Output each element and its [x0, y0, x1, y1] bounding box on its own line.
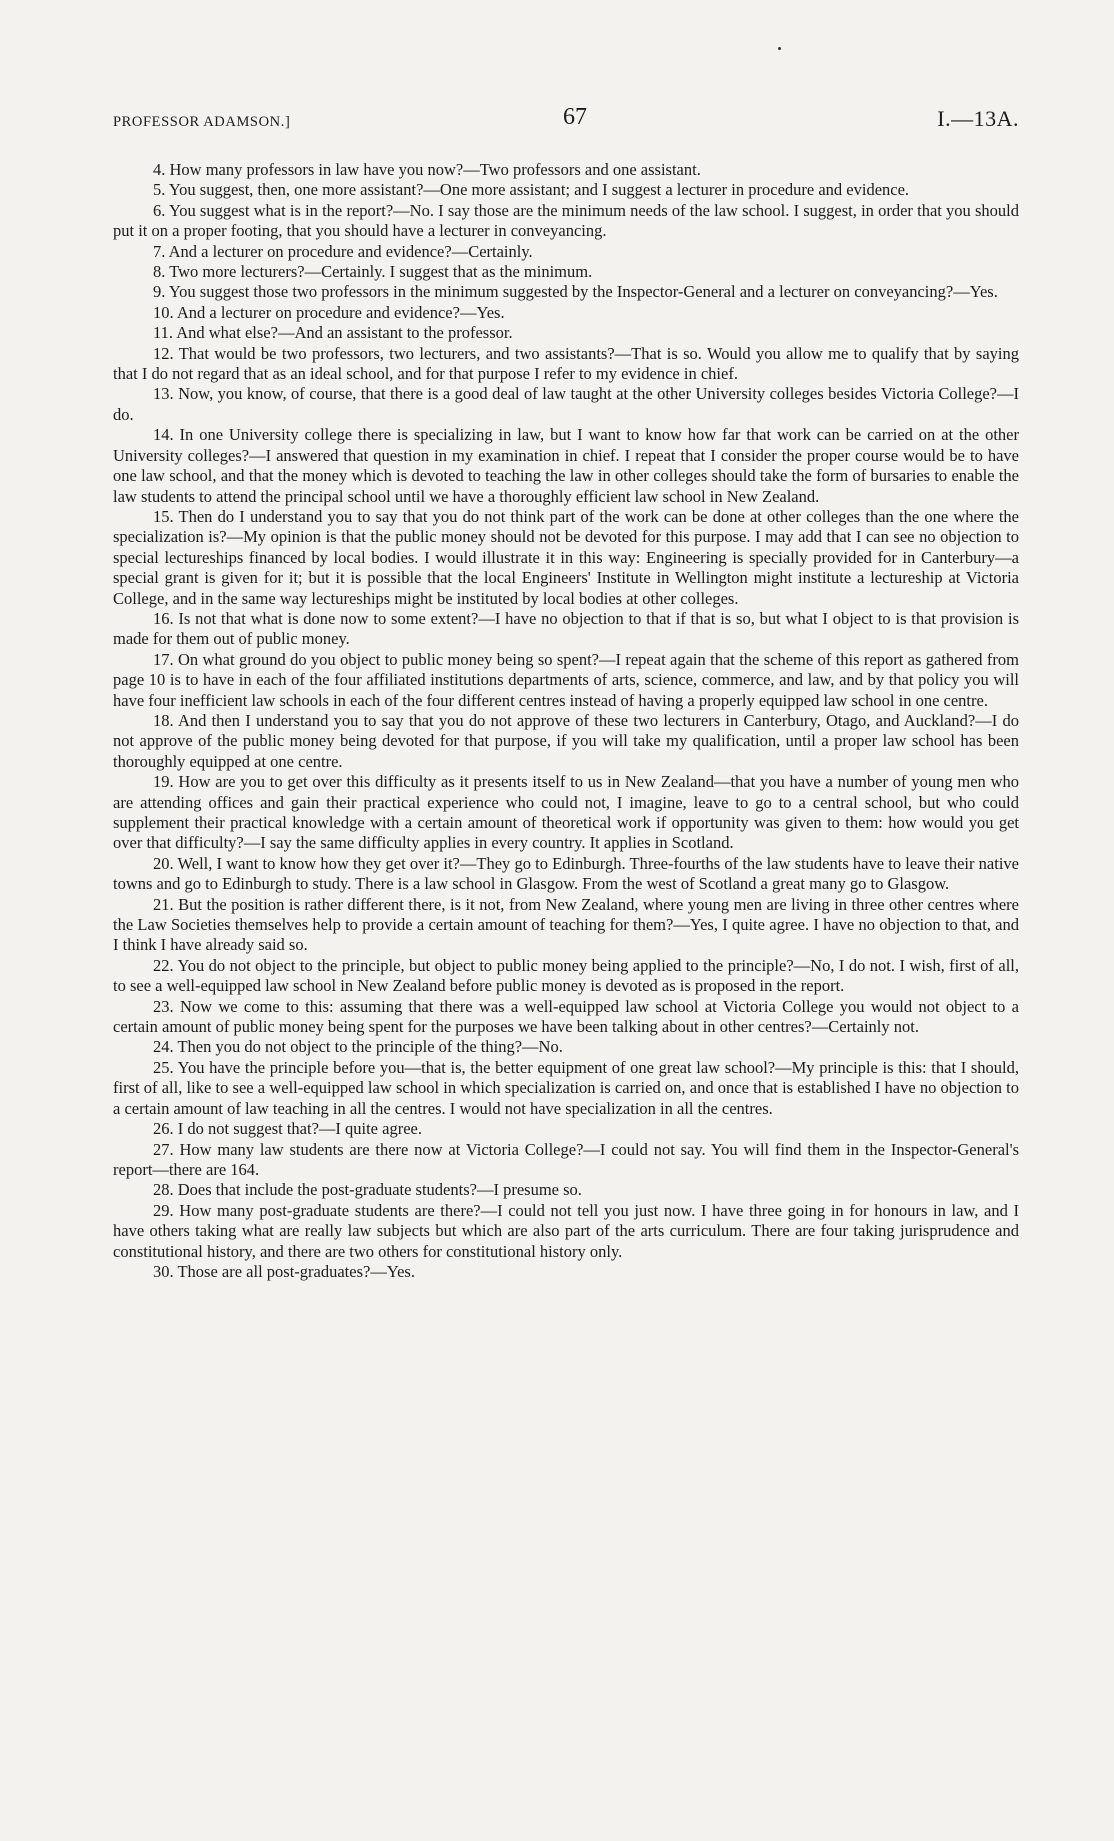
question-20: 20. Well, I want to know how they get over it?—They go to Edinburgh. Three-fourths of the law students have to leave their native towns and go to Edinburgh to study. There is a law school in Glasgow. From the west of Scotland a great many go to Glasgow. — [113, 853, 1019, 894]
question-14: 14. In one University college there is specializing in law, but I want to know how far that work can be carried on at the other University colleges?—I answered that question in my examination in chief. I repeat that I consider the proper course would be to have one law school, and that the money which is devoted to teaching the law in other colleges should take the form of bursaries to enable the law students to attend the principal school until we have a thoroughly efficient law school in New Zealand. — [113, 425, 1019, 506]
question-9: 9. You suggest those two professors in the minimum suggested by the Inspector-General and a lecturer on conveyancing?—Yes. — [153, 282, 998, 302]
speck-mark — [778, 47, 781, 50]
question-30: 30. Those are all post-graduates?—Yes. — [153, 1261, 415, 1281]
question-12: 12. That would be two professors, two lecturers, and two assistants?—That is so. Would you allow me to qualify that by saying that I do not regard that as an ideal school, and for that purpose I refer to my evidence in chief. — [113, 343, 1019, 384]
question-8: 8. Two more lecturers?—Certainly. I suggest that as the minimum. — [153, 262, 593, 282]
question-15: 15. Then do I understand you to say that you do not think part of the work can be done at other colleges than the one where the specialization is?—My opinion is that the public money should not be devoted for this purpose. I may add that I can see no objection to special lectureships financed by local bodies. I would illustrate it in this way: Engineering is specially provided for in Canterbury—a special grant is given for it; but it is possible that the local Engineers' Institute in Wellington might institute a lectureship at Victoria College, and in the same way lectureships might be instituted by local bodies at other colleges. — [113, 506, 1019, 608]
question-24: 24. Then you do not object to the principle of the thing?—No. — [153, 1037, 563, 1057]
question-19: 19. How are you to get over this difficulty as it presents itself to us in New Zealand—that you have a number of young men who are attending offices and gain their practical experience who could not, I imagine, leave to go to a central school, but who could supplement their practical knowledge with a certain amount of theoretical work if opportunity was given to them: how would you get over that difficulty?—I say the same difficulty applies in every country. It applies in Scotland. — [113, 772, 1019, 853]
question-21: 21. But the position is rather different there, is it not, from New Zealand, where young men are living in three other centres where the Law Societies themselves help to provide a certain amount of teaching for them?—Yes, I quite agree. I have no objection to that, and I think I have already said so. — [113, 894, 1019, 955]
question-18: 18. And then I understand you to say that you do not approve of these two lecturers in Canterbury, Otago, and Auckland?—I do not approve of the public money being devoted for that purpose, if you will take my qualification, until a proper law school has been thoroughly equipped at one centre. — [113, 710, 1019, 771]
question-10: 10. And a lecturer on procedure and evidence?—Yes. — [153, 302, 505, 322]
question-29: 29. How many post-graduate students are there?—I could not tell you just now. I have three going in for honours in law, and I have others taking what are really law subjects but which are also part of the arts curriculum. There are four taking jurisprudence and constitutional history, and there are two others for constitutional history only. — [113, 1200, 1019, 1261]
page-number: 67 — [563, 104, 587, 130]
question-5: 5. You suggest, then, one more assistant?—One more assistant; and I suggest a lecturer in procedure and evidence. — [153, 180, 910, 200]
question-16: 16. Is not that what is done now to some extent?—I have no objection to that if that is so, but what I object to is that provision is made for them out of public money. — [113, 608, 1019, 649]
question-26: 26. I do not suggest that?—I quite agree. — [153, 1119, 422, 1139]
document-page — [113, 104, 1019, 1282]
question-11: 11. And what else?—And an assistant to the professor. — [153, 323, 513, 343]
body-text — [113, 160, 1019, 1282]
question-23: 23. Now we come to this: assuming that there was a well-equipped law school at Victoria College you would not object to a certain amount of public money being spent for the purposes we have been talking about in other centres?—Certainly not. — [113, 996, 1019, 1037]
question-13: 13. Now, you know, of course, that there is a good deal of law taught at the other University colleges besides Victoria College?—I do. — [113, 384, 1019, 424]
question-28: 28. Does that include the post-graduate students?—I presume so. — [153, 1180, 582, 1200]
page-header — [113, 104, 1019, 138]
question-22: 22. You do not object to the principle, but object to public money being applied to the principle?—No, I do not. I wish, first of all, to see a well-equipped law school in New Zealand before public money is devoted as is proposed in the report. — [113, 955, 1019, 996]
question-7: 7. And a lecturer on procedure and evidence?—Certainly. — [153, 241, 533, 261]
question-17: 17. On what ground do you object to public money being so spent?—I repeat again that the scheme of this report as gathered from page 10 is to have in each of the four affiliated institutions departments of arts, science, commerce, and law, and by that policy you will have four inefficient law schools in each of the four different centres instead of having a properly equipped law school in one centre. — [113, 649, 1019, 710]
question-25: 25. You have the principle before you—that is, the better equipment of one great law school?—My principle is this: that I should, first of all, like to see a well-equipped law school in which specialization is carried on, and once that is established I have no objection to a certain amount of law teaching in all the centres. I would not have specialization in all the centres. — [113, 1057, 1019, 1118]
question-6: 6. You suggest what is in the report?—No. I say those are the minimum needs of the law school. I suggest, in order that you should put it on a proper footing, that you should have a lecturer in conveyancing. — [113, 200, 1019, 241]
question-4: 4. How many professors in law have you now?—Two professors and one assistant. — [153, 160, 701, 179]
document-reference: I.—13A. — [937, 106, 1019, 131]
question-27: 27. How many law students are there now at Victoria College?—I could not say. You will find them in the Inspector-General's report—there are 164. — [113, 1139, 1019, 1179]
running-head-witness: PROFESSOR ADAMSON.] — [113, 114, 291, 130]
